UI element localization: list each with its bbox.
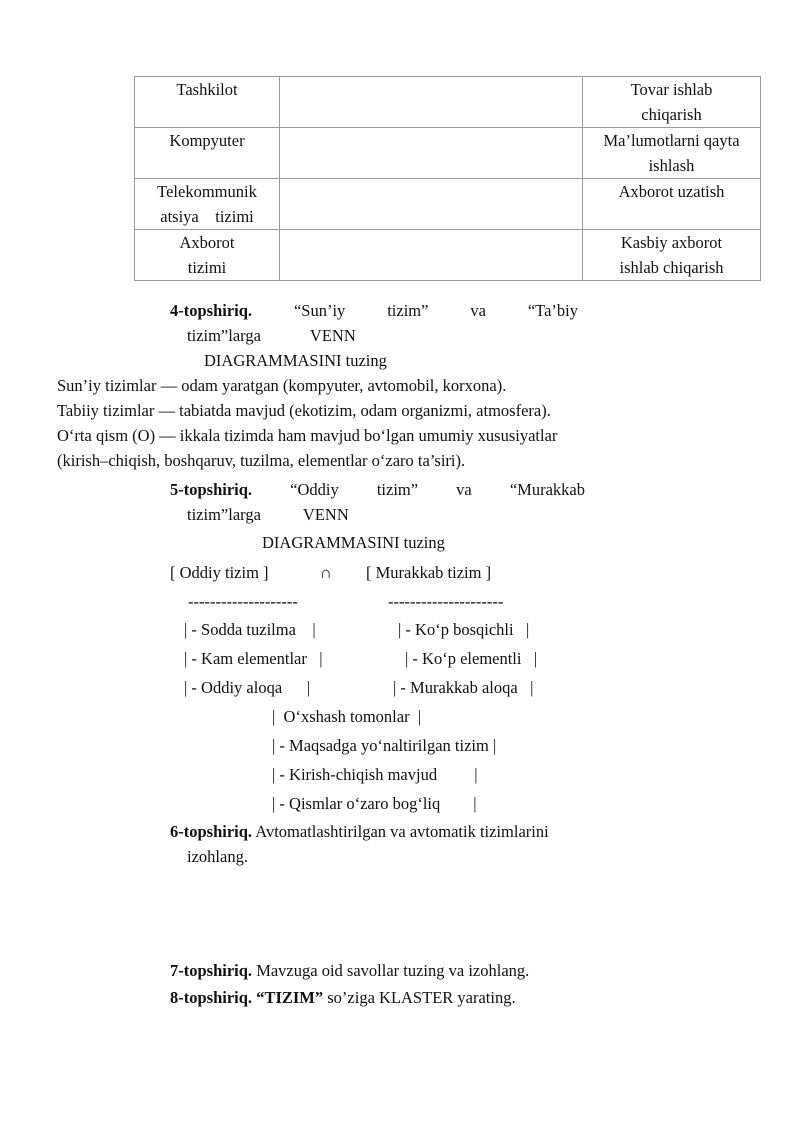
- venn-common-item: | - Maqsadga yo‘naltirilgan tizim |: [272, 736, 497, 755]
- venn-common-item: | O‘xshash tomonlar |: [272, 707, 422, 726]
- table-row: [135, 179, 761, 230]
- table-row: [135, 77, 761, 128]
- systems-table: [134, 76, 761, 281]
- task4-heading-line1: 4-topshiriq. “Sun’iy tizim” va “Ta’biy: [170, 301, 578, 320]
- table-cell-right: Kasbiy axborot ishlab chiqarish: [583, 230, 761, 281]
- task5-heading-line3: DIAGRAMMASINI tuzing: [262, 533, 445, 552]
- table-cell-right: Axborot uzatish: [583, 179, 761, 230]
- task5-heading-line1: 5-topshiriq. “Oddiy tizim” va “Murakkab: [170, 480, 585, 499]
- task7-line: 7-topshiriq. Mavzuga oid savollar tuzing va izohlang.: [170, 961, 530, 980]
- venn-common-item: | - Qismlar o‘zaro bog‘liq |: [272, 794, 477, 813]
- task4-heading-line2: tizim”larga VENN: [187, 326, 356, 345]
- task6-line1: 6-topshiriq. Avtomatlashtirilgan va avtomatik tizimlarini: [170, 822, 549, 841]
- venn-divider-right: ---------------------: [388, 592, 504, 611]
- table-cell-middle: [280, 77, 583, 128]
- task6-line2: izohlang.: [187, 847, 248, 866]
- venn-left-item: | - Kam elementlar |: [184, 649, 323, 668]
- table-cell-middle: [280, 128, 583, 179]
- task8-line: 8-topshiriq. “TIZIM” so’ziga KLASTER yarating.: [170, 988, 516, 1007]
- explanation-line: O‘rta qism (O) — ikkala tizimda ham mavjud bo‘lgan umumiy xususiyatlar: [57, 426, 558, 445]
- table-cell-left: Axborot tizimi: [135, 230, 280, 281]
- venn-common-item: | - Kirish-chiqish mavjud |: [272, 765, 478, 784]
- table-cell-left: Tashkilot: [135, 77, 280, 128]
- venn-right-item: | - Ko‘p elementli |: [405, 649, 538, 668]
- venn-divider-left: --------------------: [188, 592, 298, 611]
- table-cell-left: Telekommunik atsiya tizimi: [135, 179, 280, 230]
- venn-left-item: | - Sodda tuzilma |: [184, 620, 316, 639]
- explanation-line: Tabiiy tizimlar — tabiatda mavjud (ekotizim, odam organizmi, atmosfera).: [57, 401, 551, 420]
- table-row: [135, 128, 761, 179]
- task5-heading-line2: tizim”larga VENN: [187, 505, 349, 524]
- explanation-line: (kirish–chiqish, boshqaruv, tuzilma, elementlar o‘zaro ta’siri).: [57, 451, 466, 470]
- table-cell-right: Tovar ishlab chiqarish: [583, 77, 761, 128]
- venn-right-item: | - Ko‘p bosqichli |: [398, 620, 530, 639]
- intersection-symbol: ∩: [320, 563, 332, 582]
- table-row: [135, 230, 761, 281]
- task4-heading-line3: DIAGRAMMASINI tuzing: [204, 351, 387, 370]
- venn-left-item: | - Oddiy aloqa |: [184, 678, 311, 697]
- table-cell-middle: [280, 179, 583, 230]
- table-cell-left: Kompyuter: [135, 128, 280, 179]
- venn-header-left: [ Oddiy tizim ]: [170, 563, 269, 582]
- explanation-line: Sun’iy tizimlar — odam yaratgan (kompyuter, avtomobil, korxona).: [57, 376, 507, 395]
- venn-header-right: [ Murakkab tizim ]: [366, 563, 492, 582]
- table-cell-middle: [280, 230, 583, 281]
- venn-right-item: | - Murakkab aloqa |: [393, 678, 534, 697]
- table-cell-right: Ma’lumotlarni qayta ishlash: [583, 128, 761, 179]
